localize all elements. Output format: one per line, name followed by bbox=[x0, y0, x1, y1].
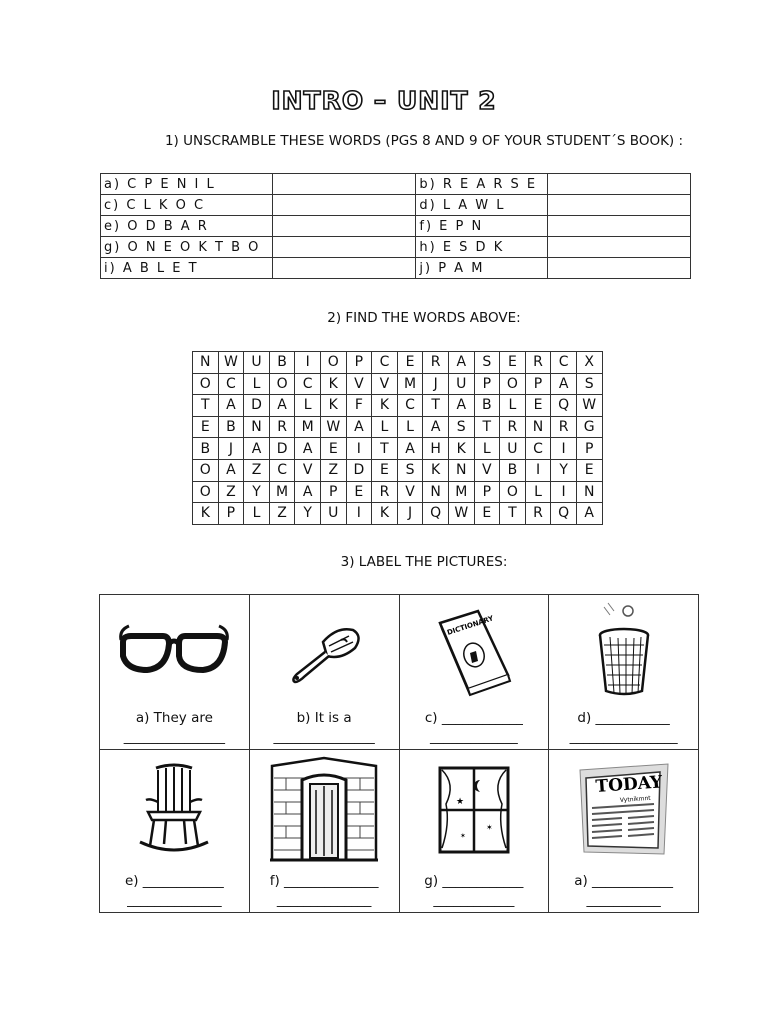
unscramble-table bbox=[100, 173, 691, 279]
svg-text:✶: ✶ bbox=[459, 832, 466, 840]
grid-letter[interactable]: C bbox=[218, 373, 244, 395]
grid-letter[interactable]: D bbox=[269, 438, 295, 460]
grid-letter[interactable]: C bbox=[295, 373, 321, 395]
picture-row bbox=[100, 595, 699, 750]
grid-letter[interactable]: Z bbox=[218, 481, 244, 503]
picture-cell bbox=[249, 750, 399, 913]
grid-letter[interactable]: Q bbox=[551, 395, 577, 417]
grid-letter[interactable]: T bbox=[372, 438, 398, 460]
grid-letter[interactable]: A bbox=[269, 395, 295, 417]
grid-letter[interactable]: F bbox=[346, 395, 372, 417]
grid-letter[interactable]: W bbox=[320, 416, 346, 438]
grid-letter[interactable]: B bbox=[218, 416, 244, 438]
grid-letter[interactable]: K bbox=[320, 395, 346, 417]
picture-caption: a) ____________ ___________ bbox=[549, 870, 698, 912]
grid-letter[interactable]: T bbox=[474, 416, 500, 438]
table-row bbox=[101, 258, 691, 279]
grid-letter[interactable]: U bbox=[500, 438, 526, 460]
grid-letter[interactable]: M bbox=[269, 481, 295, 503]
grid-letter[interactable]: R bbox=[525, 503, 551, 525]
grid-letter[interactable]: U bbox=[320, 503, 346, 525]
grid-row bbox=[193, 438, 603, 460]
grid-letter[interactable]: R bbox=[525, 352, 551, 374]
grid-row bbox=[193, 373, 603, 395]
grid-letter[interactable]: C bbox=[397, 395, 423, 417]
grid-letter[interactable]: T bbox=[500, 503, 526, 525]
grid-letter[interactable]: L bbox=[244, 373, 270, 395]
picture-cell bbox=[399, 750, 549, 913]
grid-letter[interactable]: B bbox=[474, 395, 500, 417]
grid-letter[interactable]: Q bbox=[423, 503, 449, 525]
grid-letter[interactable]: S bbox=[576, 373, 602, 395]
answer-cell[interactable] bbox=[548, 174, 691, 195]
grid-letter[interactable]: J bbox=[423, 373, 449, 395]
grid-letter[interactable]: A bbox=[423, 416, 449, 438]
answer-cell[interactable] bbox=[548, 258, 691, 279]
grid-letter[interactable]: W bbox=[448, 503, 474, 525]
grid-letter[interactable]: A bbox=[218, 395, 244, 417]
grid-letter[interactable]: R bbox=[269, 416, 295, 438]
picture-caption: a) They are _______________ bbox=[100, 707, 249, 749]
grid-letter[interactable]: Z bbox=[269, 503, 295, 525]
grid-letter[interactable]: B bbox=[193, 438, 219, 460]
grid-letter[interactable]: M bbox=[448, 481, 474, 503]
grid-letter[interactable]: D bbox=[244, 395, 270, 417]
wastebasket-icon bbox=[584, 601, 664, 701]
grid-letter[interactable]: U bbox=[244, 352, 270, 374]
grid-letter[interactable]: R bbox=[372, 481, 398, 503]
table-row bbox=[101, 216, 691, 237]
brush-icon bbox=[279, 616, 369, 686]
picture-cell bbox=[549, 595, 699, 750]
grid-letter[interactable]: E bbox=[525, 395, 551, 417]
picture-cell bbox=[100, 595, 250, 750]
grid-letter[interactable]: O bbox=[500, 373, 526, 395]
grid-letter[interactable]: M bbox=[397, 373, 423, 395]
grid-letter[interactable]: Y bbox=[295, 503, 321, 525]
svg-text:★: ★ bbox=[455, 797, 464, 807]
grid-letter[interactable]: P bbox=[525, 373, 551, 395]
grid-letter[interactable]: K bbox=[320, 373, 346, 395]
scrambled-word: i) A B L E T bbox=[101, 258, 273, 279]
answer-cell[interactable] bbox=[273, 258, 416, 279]
grid-row bbox=[193, 481, 603, 503]
grid-letter[interactable]: A bbox=[244, 438, 270, 460]
scrambled-word: a) C P E N I L bbox=[101, 174, 273, 195]
grid-letter[interactable]: N bbox=[525, 416, 551, 438]
grid-letter[interactable]: O bbox=[320, 352, 346, 374]
grid-letter[interactable]: K bbox=[372, 395, 398, 417]
grid-row bbox=[193, 416, 603, 438]
grid-letter[interactable]: Z bbox=[320, 459, 346, 481]
grid-row bbox=[193, 395, 603, 417]
grid-letter[interactable]: K bbox=[193, 503, 219, 525]
grid-letter[interactable]: W bbox=[576, 395, 602, 417]
grid-letter[interactable]: I bbox=[346, 503, 372, 525]
grid-letter[interactable]: V bbox=[474, 459, 500, 481]
grid-letter[interactable]: L bbox=[397, 416, 423, 438]
glasses-icon bbox=[115, 616, 233, 686]
grid-letter[interactable]: P bbox=[474, 373, 500, 395]
grid-letter[interactable]: R bbox=[551, 416, 577, 438]
instruction-label-pictures: 3) LABEL THE PICTURES: bbox=[340, 554, 508, 570]
grid-letter[interactable]: V bbox=[295, 459, 321, 481]
grid-letter[interactable]: L bbox=[372, 416, 398, 438]
grid-letter[interactable]: S bbox=[448, 416, 474, 438]
answer-cell[interactable] bbox=[548, 237, 691, 258]
rocking-chair-icon bbox=[136, 762, 212, 858]
grid-letter[interactable]: N bbox=[244, 416, 270, 438]
grid-letter[interactable]: O bbox=[193, 481, 219, 503]
grid-letter[interactable]: G bbox=[576, 416, 602, 438]
page-title: INTRO – UNIT 2 bbox=[271, 86, 497, 115]
grid-letter[interactable]: A bbox=[551, 373, 577, 395]
grid-letter[interactable]: K bbox=[448, 438, 474, 460]
picture-cell bbox=[249, 595, 399, 750]
grid-letter[interactable]: V bbox=[346, 373, 372, 395]
picture-row bbox=[100, 750, 699, 913]
grid-letter[interactable]: C bbox=[551, 352, 577, 374]
answer-blank[interactable]: _______________ bbox=[273, 729, 375, 745]
dictionary-icon bbox=[434, 605, 514, 697]
svg-text:✶: ✶ bbox=[485, 823, 493, 832]
grid-letter[interactable]: T bbox=[193, 395, 219, 417]
scrambled-word: e) O D B A R bbox=[101, 216, 273, 237]
picture-cell bbox=[100, 750, 250, 913]
newspaper-icon bbox=[576, 762, 672, 858]
picture-cell bbox=[399, 595, 549, 750]
pictures-table bbox=[99, 594, 699, 913]
grid-letter[interactable]: S bbox=[397, 459, 423, 481]
grid-letter[interactable]: X bbox=[576, 352, 602, 374]
grid-row bbox=[193, 503, 603, 525]
picture-caption: f) ______________ ______________ bbox=[250, 870, 399, 912]
grid-letter[interactable]: I bbox=[551, 481, 577, 503]
grid-letter[interactable]: V bbox=[397, 481, 423, 503]
grid-letter[interactable]: A bbox=[448, 352, 474, 374]
answer-blank[interactable]: ______________ bbox=[276, 892, 372, 908]
grid-letter[interactable]: W bbox=[218, 352, 244, 374]
newspaper-subtitle: Vytnikmnt bbox=[619, 794, 651, 804]
table-row bbox=[101, 237, 691, 258]
grid-letter[interactable]: K bbox=[372, 503, 398, 525]
grid-letter[interactable]: R bbox=[423, 352, 449, 374]
grid-letter[interactable]: I bbox=[525, 459, 551, 481]
grid-letter[interactable]: A bbox=[218, 459, 244, 481]
grid-letter[interactable]: J bbox=[218, 438, 244, 460]
answer-blank[interactable]: _______________ bbox=[123, 729, 225, 745]
answer-blank[interactable]: ________________ bbox=[569, 729, 678, 745]
picture-caption: e) ____________ ______________ bbox=[100, 870, 249, 912]
scrambled-word: d) L A W L bbox=[416, 195, 548, 216]
grid-letter[interactable]: E bbox=[346, 481, 372, 503]
grid-letter[interactable]: O bbox=[193, 459, 219, 481]
grid-letter[interactable]: L bbox=[244, 503, 270, 525]
grid-letter[interactable]: A bbox=[295, 481, 321, 503]
grid-letter[interactable]: A bbox=[346, 416, 372, 438]
picture-caption: c) ____________ _____________ bbox=[400, 707, 549, 749]
grid-letter[interactable]: E bbox=[372, 459, 398, 481]
picture-caption: d) ___________ ________________ bbox=[549, 707, 698, 749]
grid-letter[interactable]: R bbox=[500, 416, 526, 438]
grid-letter[interactable]: P bbox=[576, 438, 602, 460]
answer-cell[interactable] bbox=[548, 216, 691, 237]
table-row bbox=[101, 174, 691, 195]
answer-cell[interactable] bbox=[273, 216, 416, 237]
instruction-find-words: 2) FIND THE WORDS ABOVE: bbox=[327, 310, 521, 326]
grid-letter[interactable]: N bbox=[423, 481, 449, 503]
grid-letter[interactable]: Q bbox=[551, 503, 577, 525]
grid-letter[interactable]: J bbox=[397, 503, 423, 525]
grid-row bbox=[193, 459, 603, 481]
grid-letter[interactable]: K bbox=[423, 459, 449, 481]
grid-letter[interactable]: O bbox=[193, 373, 219, 395]
grid-letter[interactable]: E bbox=[576, 459, 602, 481]
table-row bbox=[101, 195, 691, 216]
grid-letter[interactable]: O bbox=[269, 373, 295, 395]
grid-letter[interactable]: P bbox=[474, 481, 500, 503]
grid-letter[interactable]: L bbox=[474, 438, 500, 460]
grid-letter[interactable]: A bbox=[576, 503, 602, 525]
grid-letter[interactable]: N bbox=[576, 481, 602, 503]
grid-letter[interactable]: L bbox=[525, 481, 551, 503]
grid-letter[interactable]: L bbox=[295, 395, 321, 417]
scrambled-word: f) E P N bbox=[416, 216, 548, 237]
scrambled-word: h) E S D K bbox=[416, 237, 548, 258]
grid-letter[interactable]: Y bbox=[551, 459, 577, 481]
grid-letter[interactable]: C bbox=[269, 459, 295, 481]
grid-letter[interactable]: O bbox=[500, 481, 526, 503]
picture-caption: b) It is a _______________ bbox=[250, 707, 399, 749]
grid-letter[interactable]: N bbox=[193, 352, 219, 374]
grid-letter[interactable]: L bbox=[500, 395, 526, 417]
newspaper-title: TODAY bbox=[594, 772, 663, 797]
grid-letter[interactable]: C bbox=[525, 438, 551, 460]
door-icon bbox=[268, 756, 380, 864]
grid-letter[interactable]: P bbox=[346, 352, 372, 374]
grid-letter[interactable]: N bbox=[448, 459, 474, 481]
answer-cell[interactable] bbox=[273, 174, 416, 195]
picture-cell bbox=[549, 750, 699, 913]
grid-letter[interactable]: B bbox=[269, 352, 295, 374]
grid-letter[interactable]: T bbox=[423, 395, 449, 417]
grid-letter[interactable]: V bbox=[372, 373, 398, 395]
grid-letter[interactable]: E bbox=[474, 503, 500, 525]
grid-letter[interactable]: C bbox=[372, 352, 398, 374]
answer-blank[interactable]: ____________ bbox=[433, 892, 515, 908]
grid-letter[interactable]: M bbox=[295, 416, 321, 438]
grid-letter[interactable]: H bbox=[423, 438, 449, 460]
grid-letter[interactable]: Z bbox=[244, 459, 270, 481]
word-search-grid bbox=[192, 351, 603, 525]
grid-letter[interactable]: I bbox=[551, 438, 577, 460]
scrambled-word: g) O N E O K T B O bbox=[101, 237, 273, 258]
grid-letter[interactable]: Y bbox=[244, 481, 270, 503]
grid-row bbox=[193, 352, 603, 374]
grid-letter[interactable]: E bbox=[320, 438, 346, 460]
grid-letter[interactable]: I bbox=[295, 352, 321, 374]
picture-caption: g) ____________ ____________ bbox=[400, 870, 549, 912]
grid-letter[interactable]: P bbox=[320, 481, 346, 503]
answer-blank[interactable]: _____________ bbox=[430, 729, 518, 745]
grid-letter[interactable]: P bbox=[218, 503, 244, 525]
grid-letter[interactable]: B bbox=[500, 459, 526, 481]
grid-letter[interactable]: A bbox=[448, 395, 474, 417]
grid-letter[interactable]: U bbox=[448, 373, 474, 395]
window-icon bbox=[436, 764, 512, 856]
grid-letter[interactable]: E bbox=[500, 352, 526, 374]
grid-letter[interactable]: S bbox=[474, 352, 500, 374]
grid-letter[interactable]: E bbox=[397, 352, 423, 374]
answer-blank[interactable]: ___________ bbox=[586, 892, 661, 908]
scrambled-word: b) R E A R S E bbox=[416, 174, 548, 195]
instruction-unscramble: 1) UNSCRAMBLE THESE WORDS (PGS 8 AND 9 OF YOUR STUDENT´S BOOK) : bbox=[164, 133, 684, 149]
grid-letter[interactable]: I bbox=[346, 438, 372, 460]
answer-cell[interactable] bbox=[548, 195, 691, 216]
scrambled-word: j) P A M bbox=[416, 258, 548, 279]
scrambled-word: c) C L K O C bbox=[101, 195, 273, 216]
answer-cell[interactable] bbox=[273, 195, 416, 216]
grid-letter[interactable]: D bbox=[346, 459, 372, 481]
grid-letter[interactable]: A bbox=[397, 438, 423, 460]
grid-letter[interactable]: A bbox=[295, 438, 321, 460]
answer-blank[interactable]: ______________ bbox=[127, 892, 222, 908]
grid-letter[interactable]: E bbox=[193, 416, 219, 438]
dictionary-label: DICTIONARY bbox=[446, 614, 495, 637]
answer-cell[interactable] bbox=[273, 237, 416, 258]
